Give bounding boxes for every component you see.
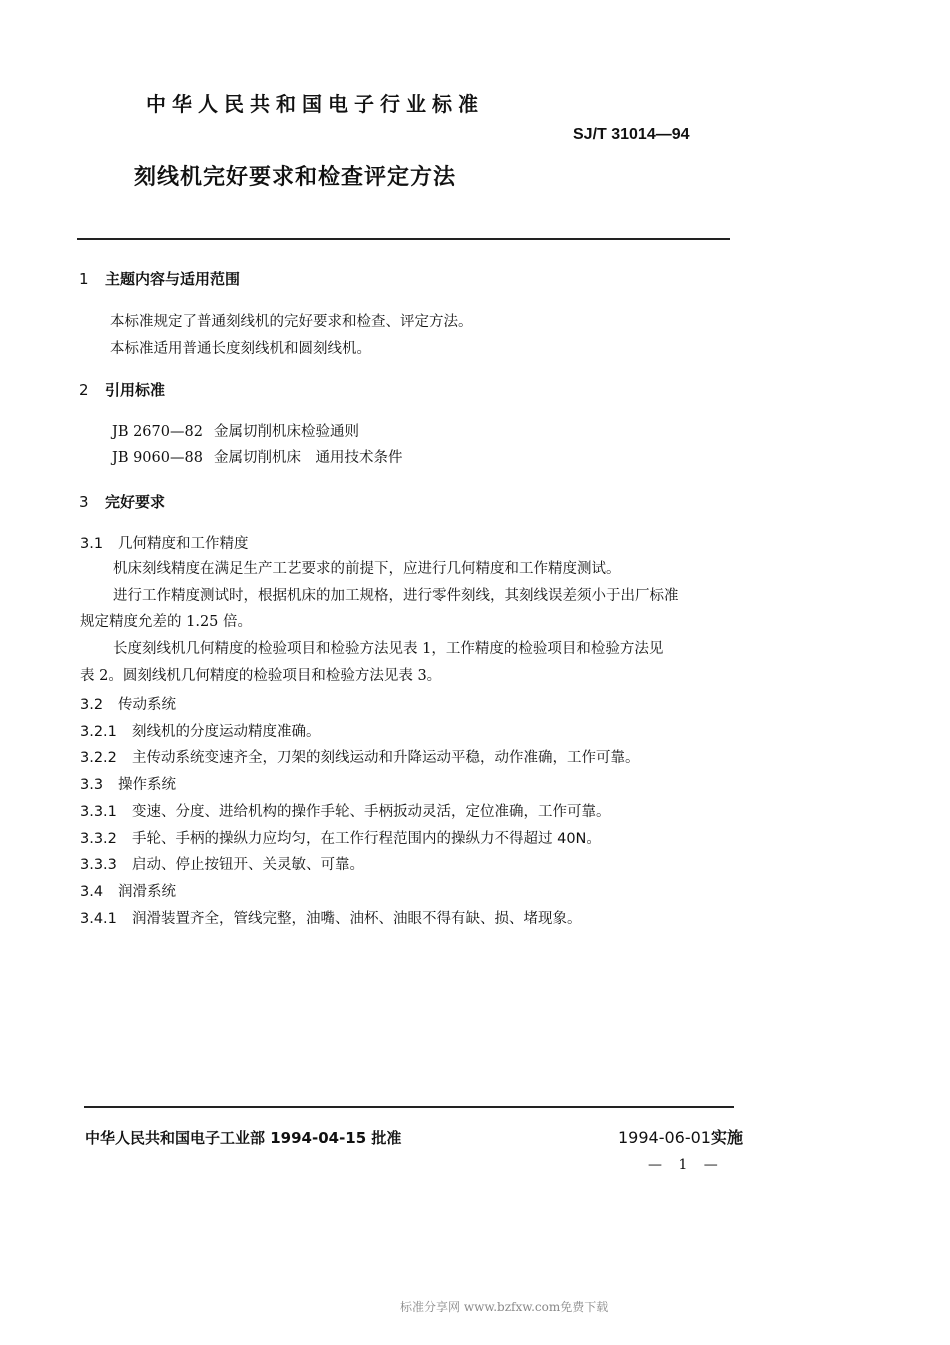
clause-number: 3.3.2 — [80, 831, 117, 847]
clause-3-3-3 — [80, 853, 364, 874]
section-title: 完好要求 — [105, 493, 166, 511]
reference-title: 金属切削机床 通用技术条件 — [214, 450, 403, 466]
clause-number: 3.3.1 — [80, 804, 117, 820]
subsection-3-1-heading — [80, 532, 249, 553]
clause-number: 3.4.1 — [80, 911, 117, 927]
section-number: 1 — [79, 270, 89, 288]
subsection-title: 传动系统 — [118, 697, 176, 713]
reference-code: JB 9060—88 — [112, 450, 203, 466]
paragraph: 本标准规定了普通刻线机的完好要求和检查、评定方法。 — [110, 314, 473, 330]
paragraph: 本标准适用普通长度刻线机和圆刻线机。 — [110, 341, 371, 357]
effective-date: 1994-06-01 — [618, 1128, 711, 1147]
clause-number: 3.2.2 — [80, 750, 117, 766]
clause-number: 3.2.1 — [80, 724, 117, 740]
clause-3-2-1 — [80, 720, 321, 741]
section-number: 3 — [79, 493, 89, 511]
standard-code: SJ/T 31014—94 — [573, 126, 690, 143]
clause-3-3-1 — [80, 800, 611, 821]
reference-item — [112, 420, 359, 441]
subsection-number: 3.2 — [80, 697, 104, 713]
paragraph: 进行工作精度测试时，根据机床的加工规格，进行零件刻线，其刻线误差须小于出厂标准 — [113, 588, 679, 604]
effective-line — [618, 1125, 743, 1148]
section-2-heading — [79, 379, 165, 400]
footer-rule — [84, 1106, 734, 1108]
clause-text: 启动、停止按钮开、关灵敏、可靠。 — [132, 857, 364, 873]
document-title: 刻线机完好要求和检查评定方法 — [134, 165, 457, 190]
clause-text: 变速、分度、进给机构的操作手轮、手柄扳动灵活，定位准确，工作可靠。 — [132, 804, 611, 820]
subsection-3-4-heading — [80, 880, 176, 901]
effective-label: 实施 — [710, 1128, 743, 1147]
section-number: 2 — [79, 381, 89, 399]
clause-text: 手轮、手柄的操纵力应均匀，在工作行程范围内的操纵力不得超过 40N。 — [132, 831, 601, 847]
page-number: — 1 — — [648, 1157, 724, 1173]
subsection-number: 3.1 — [80, 536, 104, 552]
reference-code: JB 2670—82 — [112, 424, 203, 440]
paragraph-continued: 规定精度允差的 1.25 倍。 — [80, 614, 253, 630]
paragraph: 机床刻线精度在满足生产工艺要求的前提下，应进行几何精度和工作精度测试。 — [113, 561, 621, 577]
section-1-heading — [79, 268, 240, 289]
clause-3-2-2 — [80, 746, 640, 767]
reference-item — [112, 446, 403, 467]
paragraph-continued: 表 2。圆刻线机几何精度的检验项目和检验方法见表 3。 — [80, 668, 442, 684]
clause-text: 润滑装置齐全，管线完整，油嘴、油杯、油眼不得有缺、损、堵现象。 — [132, 911, 582, 927]
section-title: 主题内容与适用范围 — [105, 270, 241, 288]
watermark: 标准分享网 www.bzfxw.com免费下载 — [400, 1300, 609, 1314]
subsection-3-3-heading — [80, 773, 176, 794]
clause-text: 主传动系统变速齐全，刀架的刻线运动和升降运动平稳，动作准确，工作可靠。 — [132, 750, 640, 766]
subsection-number: 3.4 — [80, 884, 104, 900]
subsection-title: 几何精度和工作精度 — [118, 536, 249, 552]
reference-title: 金属切削机床检验通则 — [214, 424, 359, 440]
org-title: 中华人民共和国电子行业标准 — [146, 92, 484, 116]
subsection-3-2-heading — [80, 693, 176, 714]
subsection-number: 3.3 — [80, 777, 104, 793]
subsection-title: 润滑系统 — [118, 884, 176, 900]
paragraph: 长度刻线机几何精度的检验项目和检验方法见表 1，工作精度的检验项目和检验方法见 — [113, 641, 664, 657]
header-rule — [77, 238, 730, 240]
section-3-heading — [79, 491, 165, 512]
section-title: 引用标准 — [105, 381, 166, 399]
clause-number: 3.3.3 — [80, 857, 117, 873]
approval-line: 中华人民共和国电子工业部 1994-04-15 批准 — [85, 1129, 402, 1147]
clause-3-4-1 — [80, 907, 582, 928]
clause-text: 刻线机的分度运动精度准确。 — [132, 724, 321, 740]
clause-3-3-2 — [80, 827, 601, 848]
subsection-title: 操作系统 — [118, 777, 176, 793]
